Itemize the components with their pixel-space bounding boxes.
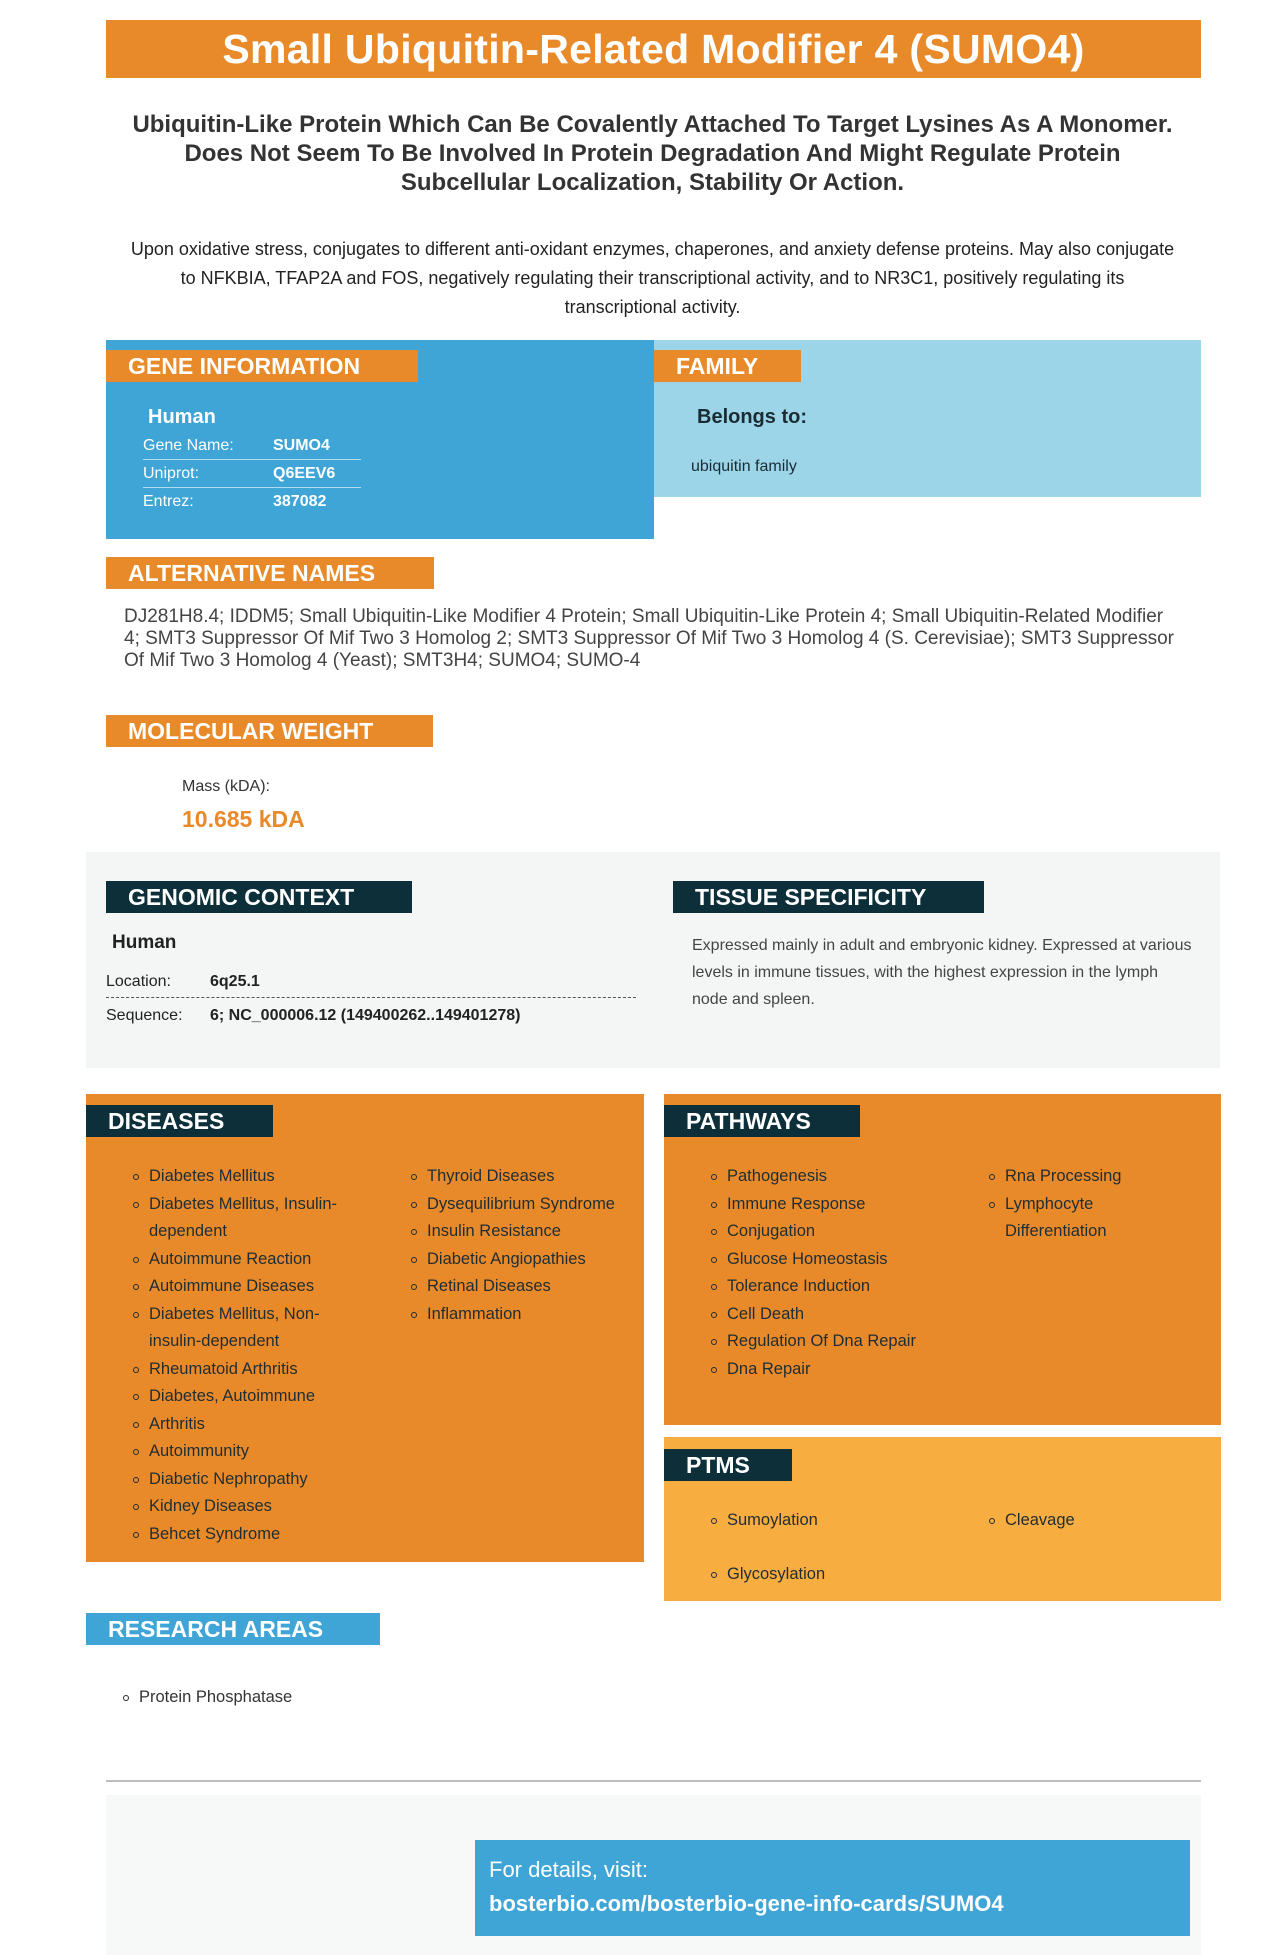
gene-name-value: SUMO4 [273,437,330,454]
mass-label: Mass (kDA): [182,778,270,795]
sequence-row [106,1000,636,1032]
list-item: Immune Response [711,1191,941,1219]
list-item: Cell Death [711,1301,941,1329]
list-item: Regulation Of Dna Repair [711,1328,941,1356]
list-item: Diabetes, Autoimmune [133,1383,363,1411]
family-belongs-label: Belongs to: [697,406,807,428]
location-key: Location: [106,973,171,990]
list-item: Retinal Diseases [411,1273,631,1301]
genomic-context-heading: GENOMIC CONTEXT [106,881,412,913]
list-item: Diabetes Mellitus [133,1163,363,1191]
diseases-list-col1 [133,1163,363,1548]
footer-visit-text: For details, visit: [489,1857,648,1882]
footer-link-box[interactable] [475,1840,1190,1936]
tissue-specificity-text: Expressed mainly in adult and embryonic kidney. Expressed at various levels in immune tissues, with the highest expression in the lymph node and spleen. [692,937,1192,1008]
family-heading: FAMILY [654,350,801,382]
list-item: Rna Processing [989,1163,1189,1191]
gene-info-heading: GENE INFORMATION [106,350,418,382]
list-item: Lymphocyte Differentiation [989,1191,1189,1246]
entrez-key: Entrez: [143,493,194,510]
uniprot-value: Q6EEV6 [273,465,336,482]
list-item: Insulin Resistance [411,1218,631,1246]
pathways-list-col2 [989,1163,1189,1246]
list-item: Sumoylation [711,1507,951,1535]
alternative-names-heading: ALTERNATIVE NAMES [106,557,434,589]
list-item: Autoimmune Reaction [133,1246,363,1274]
protein-summary: Ubiquitin-Like Protein Which Can Be Covalently Attached To Target Lysines As A Monomer. Does Not Seem To Be Involved In Protein Degradation And Might Regulate Protein Subcellular Localization, Stability Or Action. [132,111,1173,196]
mass-value: 10.685 kDA [182,806,305,832]
uniprot-key: Uniprot: [143,465,200,482]
sequence-value: 6; NC_000006.12 (149400262..149401278) [210,1007,521,1024]
location-value: 6q25.1 [210,973,260,990]
list-item: Behcet Syndrome [133,1521,363,1549]
genomic-species: Human [112,932,177,953]
research-areas-heading: RESEARCH AREAS [86,1613,380,1645]
research-areas-list [123,1684,523,1712]
sequence-key: Sequence: [106,1007,183,1024]
footer-url-link[interactable]: bosterbio.com/bosterbio-gene-info-cards/SUMO4 [489,1891,1004,1916]
list-item: Dysequilibrium Syndrome [411,1191,631,1219]
list-item: Cleavage [989,1507,1189,1535]
diseases-heading: DISEASES [86,1105,273,1137]
footer-divider [106,1780,1201,1782]
protein-description: Upon oxidative stress, conjugates to different anti-oxidant enzymes, chaperones, and anxiety defense proteins. May also conjugate to NFKBIA, TFAP2A and FOS, negatively regulating their transcriptional activity, and to NR3C1, positively regulating its transcriptional activity. [130,239,1175,317]
list-item: Diabetes Mellitus, Non-insulin-dependent [133,1301,363,1356]
list-item: Glycosylation [711,1561,951,1589]
gene-species: Human [148,406,216,428]
pathways-list-col1 [711,1163,941,1383]
list-item: Thyroid Diseases [411,1163,631,1191]
list-item: Conjugation [711,1218,941,1246]
list-item: Autoimmunity [133,1438,363,1466]
molecular-weight-heading: MOLECULAR WEIGHT [106,715,433,747]
list-item: Glucose Homeostasis [711,1246,941,1274]
uniprot-row [143,460,361,488]
gene-name-key: Gene Name: [143,437,234,454]
location-row [106,966,636,998]
tissue-specificity-heading: TISSUE SPECIFICITY [673,881,984,913]
entrez-row [143,488,361,516]
list-item: Rheumatoid Arthritis [133,1356,363,1384]
list-item: Tolerance Induction [711,1273,941,1301]
list-item: Diabetic Nephropathy [133,1466,363,1494]
list-item: Pathogenesis [711,1163,941,1191]
pathways-heading: PATHWAYS [664,1105,860,1137]
entrez-value: 387082 [273,493,327,510]
list-item: Autoimmune Diseases [133,1273,363,1301]
alternative-names-text: DJ281H8.4; IDDM5; Small Ubiquitin-Like Modifier 4 Protein; Small Ubiquitin-Like Protein 4; Small Ubiquitin-Related Modifier 4; SMT3 Suppressor Of Mif Two 3 Homolog 2; SMT3 Suppressor Of Mif Two 3 Homolog 4 (S. Cerevisiae); SMT3 Suppressor Of Mif Two 3 Homolog 4 (Yeast); SMT3H4; SUMO4; SUMO-4 [124,606,1174,671]
list-item: Kidney Diseases [133,1493,363,1521]
list-item: Dna Repair [711,1356,941,1384]
list-item: Diabetes Mellitus, Insulin-dependent [133,1191,363,1246]
ptms-heading: PTMS [664,1449,792,1481]
list-item: Inflammation [411,1301,631,1329]
list-item: Arthritis [133,1411,363,1439]
gene-name-row [143,432,361,460]
list-item: Protein Phosphatase [123,1684,523,1712]
family-value: ubiquitin family [691,458,797,475]
page-title: Small Ubiquitin-Related Modifier 4 (SUMO4) [106,20,1201,78]
list-item: Diabetic Angiopathies [411,1246,631,1274]
ptms-list-col2 [989,1507,1189,1535]
diseases-list-col2 [411,1163,631,1328]
ptms-list-col1 [711,1507,951,1614]
